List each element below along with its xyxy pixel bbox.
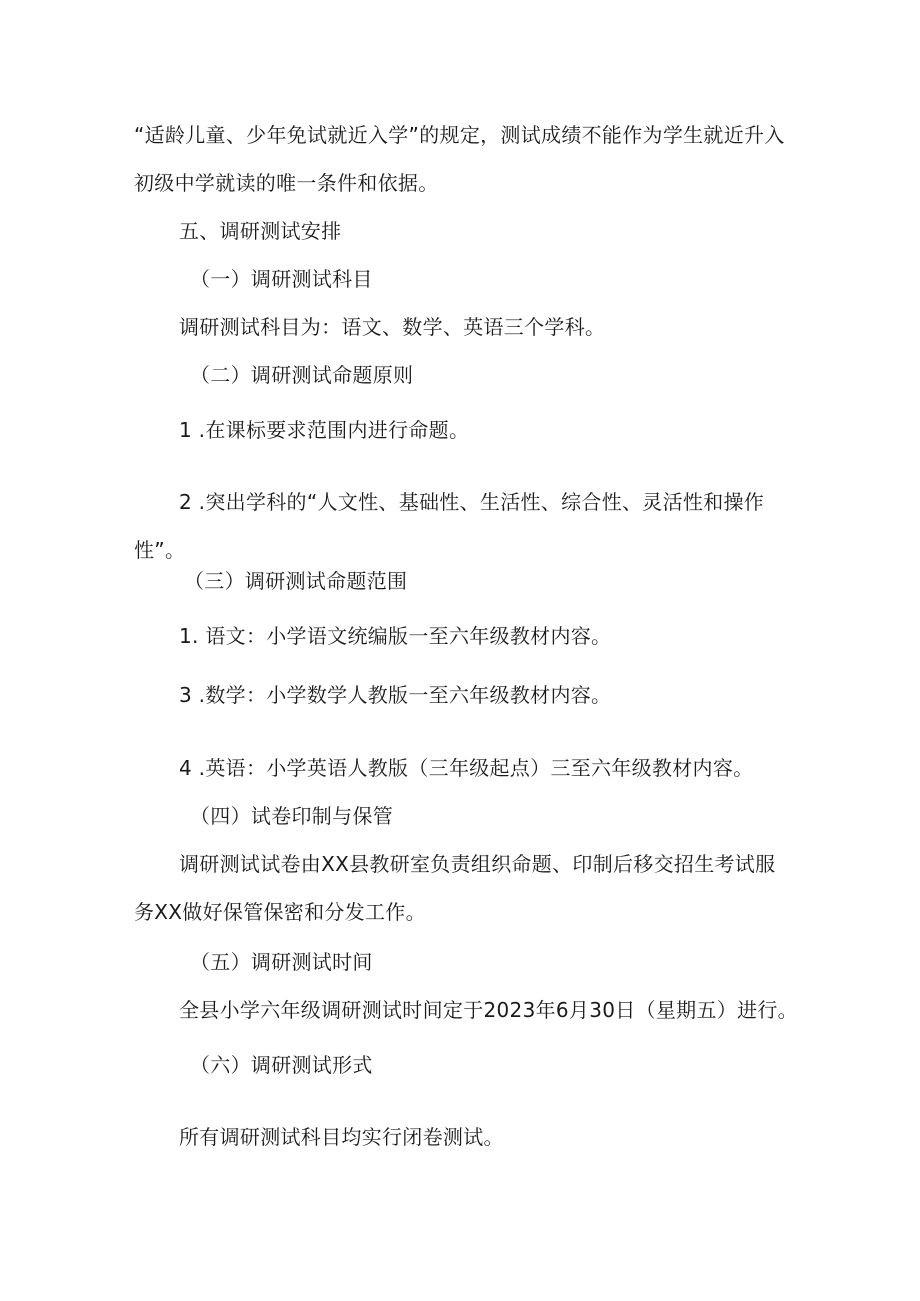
subsection-heading: （五）调研测试时间 bbox=[190, 950, 373, 974]
list-item-continuation: 性”。 bbox=[134, 538, 186, 562]
subsection-heading: （一）调研测试科目 bbox=[190, 267, 373, 291]
paragraph-line: 务XX做好保管保密和分发工作。 bbox=[134, 900, 426, 924]
list-item: 4 .英语：小学英语人教版（三年级起点）三至六年级教材内容。 bbox=[179, 756, 754, 780]
list-item: 3 .数学：小学数学人教版一至六年级教材内容。 bbox=[179, 683, 612, 707]
paragraph-line: 调研测试科目为：语文、数学、英语三个学科。 bbox=[179, 315, 606, 339]
paragraph-line: “适龄儿童、少年免试就近入学”的规定，测试成绩不能作为学生就近升入 bbox=[134, 123, 785, 147]
paragraph-line: 所有调研测试科目均实行闭卷测试。 bbox=[179, 1125, 504, 1149]
subsection-heading: （四）试卷印制与保管 bbox=[190, 804, 393, 828]
list-item: 1. 语文：小学语文统编版一至六年级教材内容。 bbox=[179, 624, 612, 648]
section-heading: 五、调研测试安排 bbox=[179, 219, 342, 243]
list-item: 2 .突出学科的“人文性、基础性、生活性、综合性、灵活性和操作 bbox=[179, 490, 765, 514]
subsection-heading: （六）调研测试形式 bbox=[190, 1053, 373, 1077]
paragraph-line: 初级中学就读的唯一条件和依据。 bbox=[134, 171, 439, 195]
list-item: 1 .在课标要求范围内进行命题。 bbox=[179, 418, 470, 442]
subsection-heading: （三）调研测试命题范围 bbox=[184, 569, 408, 593]
subsection-heading: （二）调研测试命题原则 bbox=[190, 363, 414, 387]
paragraph-line: 全县小学六年级调研测试时间定于2023年6月30日（星期五）进行。 bbox=[179, 998, 798, 1022]
paragraph-line: 调研测试试卷由XX县教研室负责组织命题、印制后移交招生考试服 bbox=[179, 852, 776, 876]
